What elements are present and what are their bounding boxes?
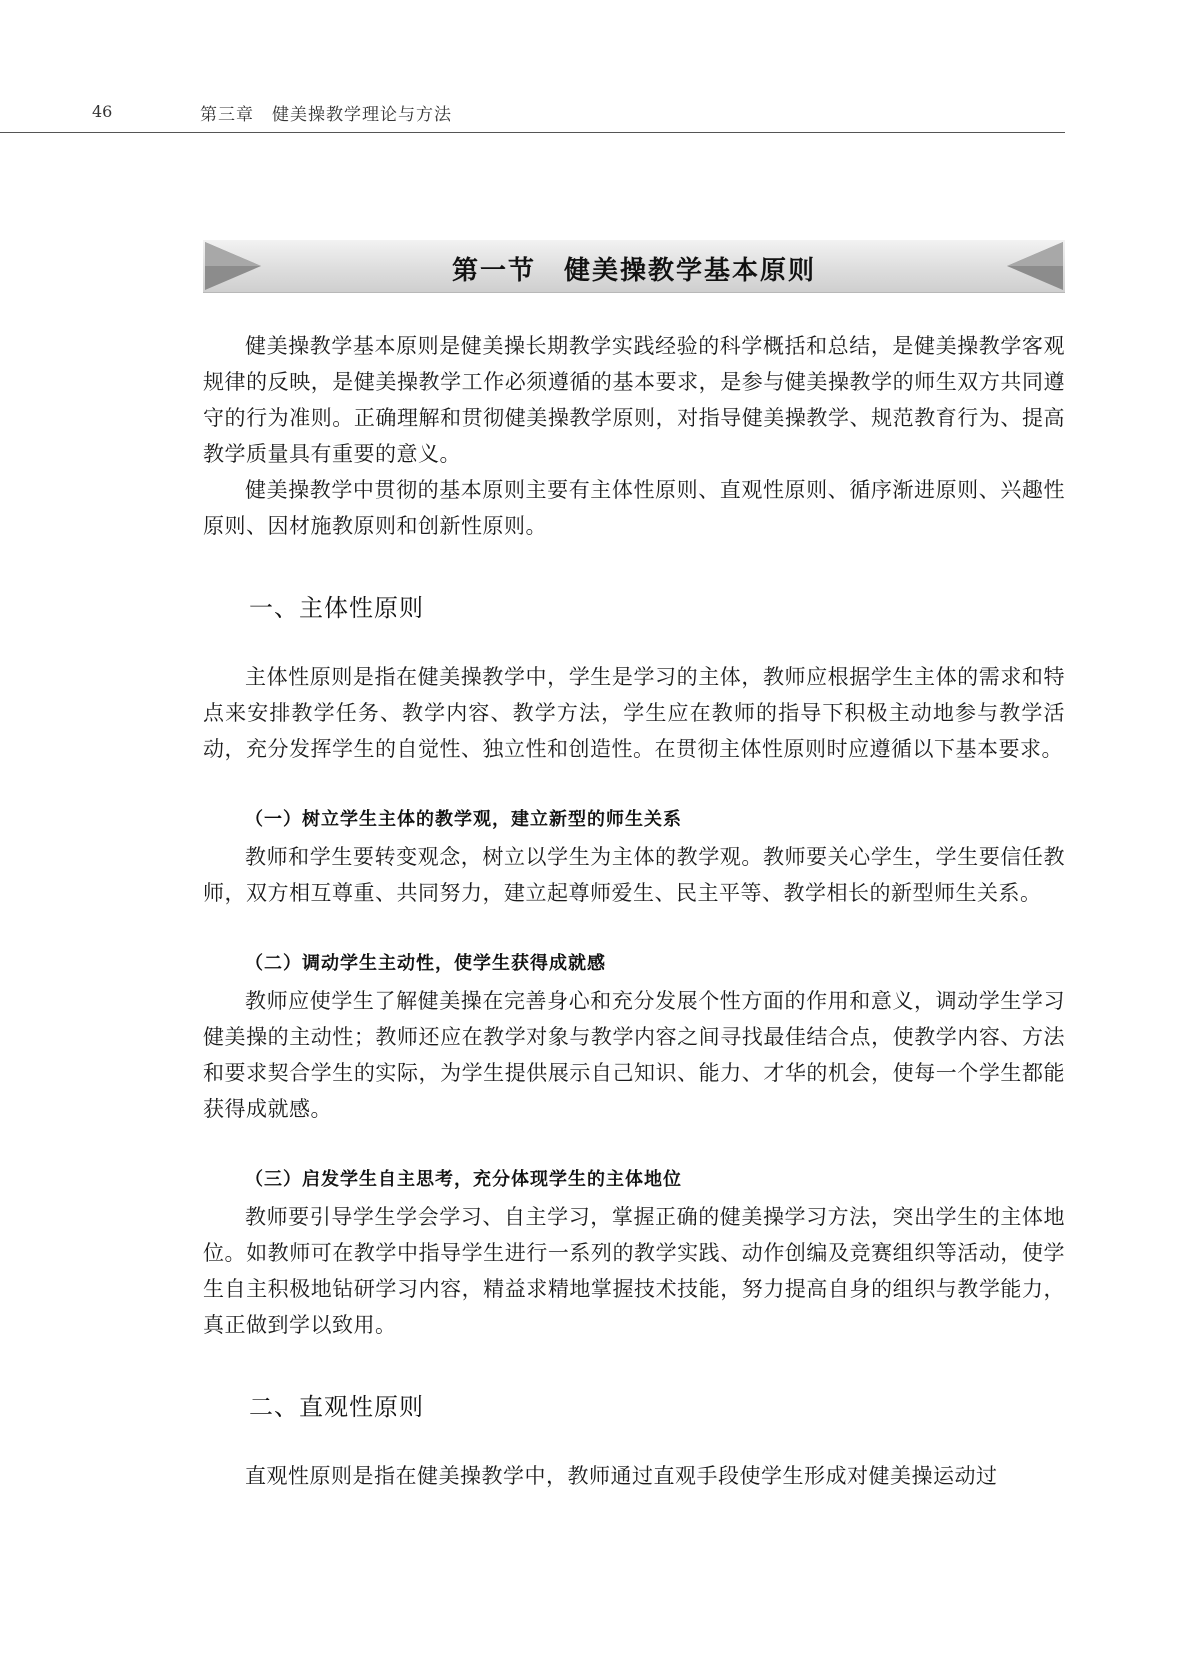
chapter-title: 第三章 健美操教学理论与方法: [200, 105, 452, 125]
subsection-1-heading: （一）树立学生主体的教学观，建立新型的师生关系: [245, 809, 682, 830]
section-title: 第一节 健美操教学基本原则: [451, 256, 816, 286]
main-content: [203, 328, 1065, 1494]
intro-paragraph-1: 健美操教学基本原则是健美操长期教学实践经验的科学概括和总结，是健美操教学客观规律的反映，是健美操教学工作必须遵循的基本要求，是参与健美操教学的师生双方共同遵守的行为准则。正确理解和贯彻健美操教学原则，对指导健美操教学、规范教育行为、提高教学质量具有重要的意义。: [203, 334, 1065, 466]
principle-2-heading: 二、直观性原则: [249, 1393, 424, 1421]
subsection-2-body: 教师应使学生了解健美操在完善身心和充分发展个性方面的作用和意义，调动学生学习健美操的主动性；教师还应在教学对象与教学内容之间寻找最佳结合点，使教学内容、方法和要求契合学生的实际，为学生提供展示自己知识、能力、才华的机会，使每一个学生都能获得成就感。: [203, 989, 1065, 1121]
subsection-2-heading: （二）调动学生主动性，使学生获得成就感: [245, 953, 606, 974]
section-banner: [203, 240, 1065, 293]
subsection-3-body: 教师要引导学生学会学习、自主学习，掌握正确的健美操学习方法，突出学生的主体地位。如教师可在教学中指导学生进行一系列的教学实践、动作创编及竞赛组织等活动，使学生自主积极地钻研学习内容，精益求精地掌握技术技能，努力提高自身的组织与教学能力，真正做到学以致用。: [203, 1205, 1065, 1337]
subsection-3-heading: （三）启发学生自主思考，充分体现学生的主体地位: [245, 1169, 682, 1190]
page-number: 46: [92, 102, 113, 121]
arrow-left-icon: [1003, 240, 1065, 292]
subsection-1-body: 教师和学生要转变观念，树立以学生为主体的教学观。教师要关心学生，学生要信任教师，双方相互尊重、共同努力，建立起尊师爱生、民主平等、教学相长的新型师生关系。: [203, 845, 1065, 905]
running-header: [0, 98, 1065, 133]
principle-1-heading: 一、主体性原则: [249, 594, 424, 622]
principle-2-body: 直观性原则是指在健美操教学中，教师通过直观手段使学生形成对健美操运动过: [245, 1464, 998, 1488]
intro-paragraph-2: 健美操教学中贯彻的基本原则主要有主体性原则、直观性原则、循序渐进原则、兴趣性原则、因材施教原则和创新性原则。: [203, 478, 1065, 538]
principle-1-body: 主体性原则是指在健美操教学中，学生是学习的主体，教师应根据学生主体的需求和特点来安排教学任务、教学内容、教学方法，学生应在教师的指导下积极主动地参与教学活动，充分发挥学生的自觉性、独立性和创造性。在贯彻主体性原则时应遵循以下基本要求。: [203, 665, 1065, 761]
